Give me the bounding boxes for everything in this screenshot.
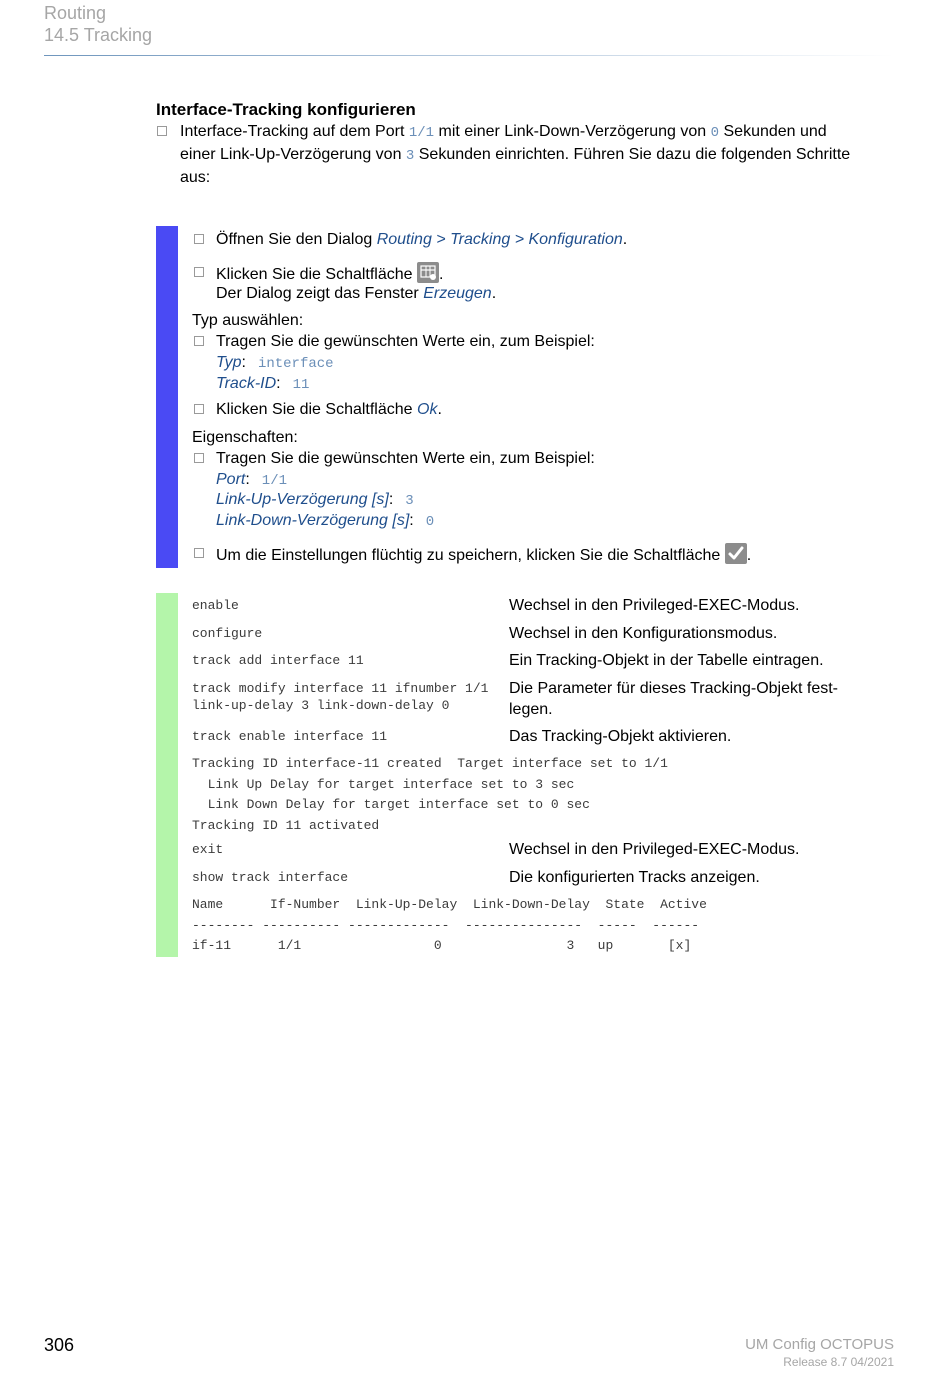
type-heading: Typ auswählen:: [192, 312, 304, 329]
cli-steps-bar: [156, 593, 178, 957]
step-text: .: [437, 401, 442, 418]
field-link-up-delay: [216, 489, 414, 512]
cli-description: Das Tracking-Objekt aktivieren.: [509, 728, 732, 745]
intro-text: Sekunden einrichten. Führen Sie dazu die folgenden Schritte: [414, 146, 851, 163]
intro-text: mit einer Link-Down-Verzögerung von: [434, 123, 711, 140]
intro-up-delay: 3: [405, 148, 415, 164]
checkbox-icon: [157, 126, 167, 136]
step-text: .: [622, 231, 628, 248]
cli-description: Ein Tracking-Objekt in der Tabelle eintragen.: [509, 652, 824, 669]
cli-description: Die Parameter für dieses Tracking-Objekt fest-: [509, 680, 839, 697]
checkbox-icon: [194, 453, 204, 463]
field-value: 1/1: [261, 473, 288, 489]
footer-doc-title: UM Config OCTOPUS: [745, 1336, 894, 1353]
step-open-dialog: [216, 229, 627, 250]
field-value: 0: [425, 514, 435, 530]
step-text: Öffnen Sie den Dialog: [216, 231, 377, 248]
cli-command: track add interface 11: [192, 653, 364, 668]
step-text: .: [491, 285, 497, 302]
header-chapter: Routing: [44, 3, 107, 23]
checkmark-save-icon[interactable]: [725, 543, 747, 564]
checkbox-icon: [194, 267, 204, 277]
field-label: Link-Down-Verzögerung [s]: [216, 512, 410, 529]
cli-description: legen.: [509, 701, 553, 718]
cli-output: Tracking ID 11 activated: [192, 818, 380, 833]
cli-command: track enable interface 11: [192, 729, 388, 744]
field-label: Track-ID: [216, 375, 277, 392]
intro-down-delay: 0: [710, 125, 720, 141]
header-divider: [44, 55, 894, 56]
step-dialog-info: [216, 283, 496, 304]
field-colon: :: [245, 471, 250, 488]
cli-output: Link Up Delay for target interface set to 3 sec: [192, 777, 575, 792]
step-click-create: [216, 262, 443, 285]
cli-command: configure: [192, 626, 263, 641]
window-name: Erzeugen: [423, 285, 492, 302]
field-label: Port: [216, 471, 246, 488]
step-enter-values: Tragen Sie die gewünschten Werte ein, zum Beispiel:: [216, 333, 595, 350]
intro-text: Interface-Tracking auf dem Port: [180, 123, 409, 140]
dialog-path: Routing > Tracking > Konfiguration: [376, 231, 623, 248]
cli-output: Link Down Delay for target interface set to 0 sec: [192, 797, 590, 812]
step-text: Der Dialog zeigt das Fenster: [216, 285, 424, 302]
field-label: Link-Up-Verzögerung [s]: [216, 491, 389, 508]
cli-output: Tracking ID interface-11 created Target interface set to 1/1: [192, 756, 668, 771]
cli-command: track modify interface 11 ifnumber 1/1: [192, 681, 489, 696]
step-click-ok: [216, 399, 442, 420]
intro-paragraph: [180, 121, 900, 188]
intro-port: 1/1: [408, 125, 435, 141]
field-track-id: [216, 373, 309, 396]
step-enter-values: Tragen Sie die gewünschten Werte ein, zum Beispiel:: [216, 450, 595, 467]
step-text: Um die Einstellungen flüchtig zu speichern, klicken Sie die Schaltfläche: [216, 547, 725, 564]
footer-release: Release 8.7 04/2021: [783, 1355, 894, 1369]
checkbox-icon: [194, 548, 204, 558]
page-number: 306: [44, 1335, 75, 1355]
cli-table-header: Name If-Number Link-Up-Delay Link-Down-Delay State Active: [192, 897, 707, 912]
checkbox-icon: [194, 336, 204, 346]
cli-description: Die konfigurierten Tracks anzeigen.: [509, 869, 760, 886]
cli-table-separator: -------- ---------- ------------- --------------- ----- ------: [192, 918, 700, 933]
properties-heading: Eigenschaften:: [192, 429, 298, 446]
gui-steps-bar: [156, 226, 178, 568]
cli-command: exit: [192, 842, 224, 857]
step-text: .: [439, 266, 444, 283]
checkbox-icon: [194, 404, 204, 414]
intro-text: aus:: [180, 169, 211, 186]
cli-command: show track interface: [192, 870, 349, 885]
field-colon: :: [241, 354, 246, 371]
field-colon: :: [388, 491, 394, 508]
ok-button-label: Ok: [417, 401, 438, 418]
cli-description: Wechsel in den Privileged-EXEC-Modus.: [509, 841, 800, 858]
step-save: [216, 543, 751, 566]
field-colon: :: [276, 375, 281, 392]
field-colon: :: [409, 512, 414, 529]
cli-description: Wechsel in den Privileged-EXEC-Modus.: [509, 597, 800, 614]
cli-table-row: if-11 1/1 0 3 up [x]: [192, 938, 692, 953]
create-table-icon[interactable]: [417, 262, 439, 283]
cli-command: enable: [192, 598, 239, 613]
cli-command: link-up-delay 3 link-down-delay 0: [192, 698, 450, 713]
field-value: interface: [257, 356, 334, 372]
step-text: Klicken Sie die Schaltfläche: [216, 266, 417, 283]
step-text: Klicken Sie die Schaltfläche: [216, 401, 417, 418]
field-value: 11: [292, 377, 310, 393]
field-link-down-delay: [216, 510, 434, 533]
field-typ: [216, 352, 334, 375]
step-text: .: [746, 547, 752, 564]
cli-description: Wechsel in den Konfigurationsmodus.: [509, 625, 778, 642]
intro-text: einer Link-Up-Verzögerung von: [180, 146, 406, 163]
intro-text: Sekunden und: [719, 123, 827, 140]
field-label: Typ: [216, 354, 242, 371]
header-section: 14.5 Tracking: [44, 25, 153, 45]
checkbox-icon: [194, 234, 204, 244]
field-value: 3: [405, 493, 414, 509]
section-title: Interface-Tracking konfigurieren: [156, 100, 416, 119]
